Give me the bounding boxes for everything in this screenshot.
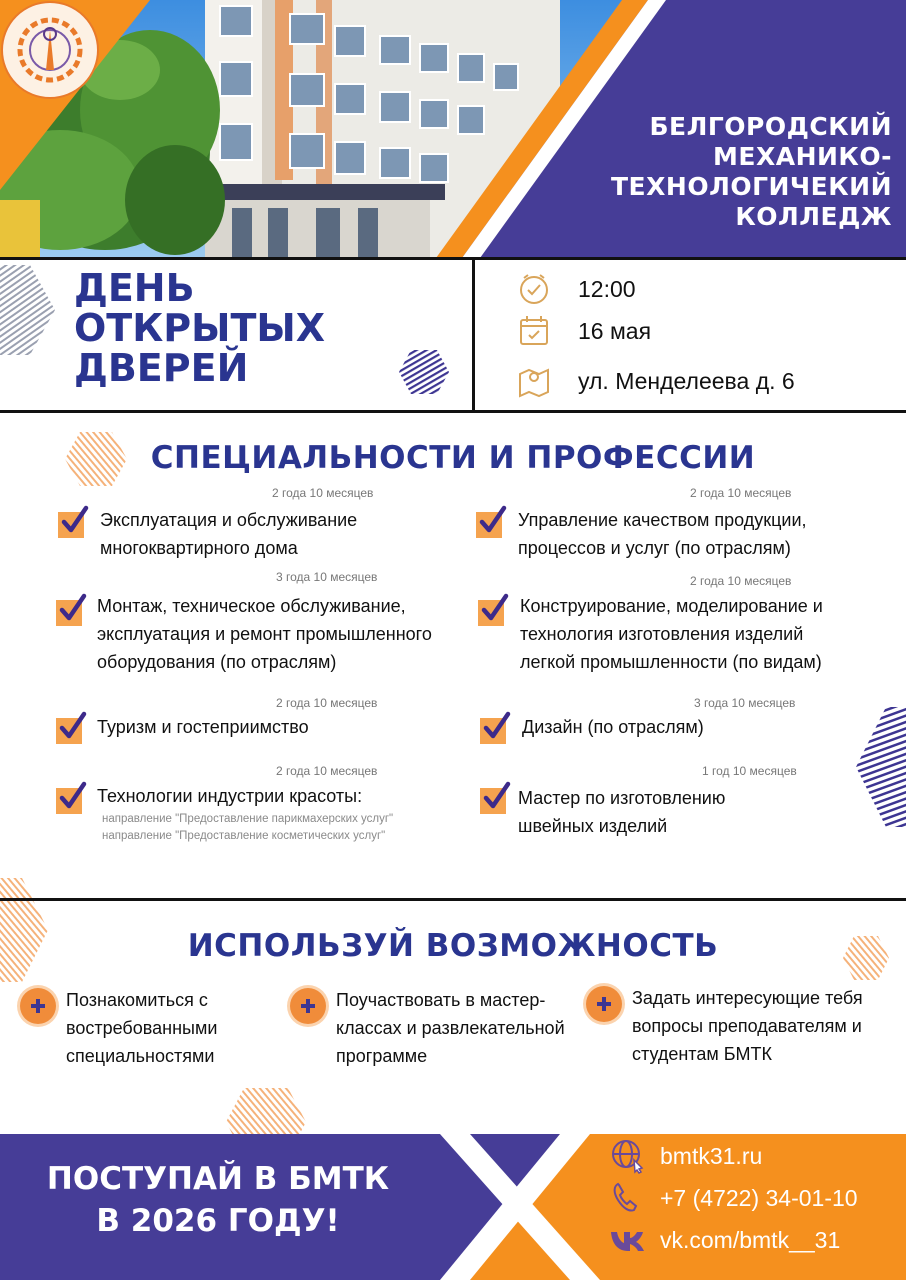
divider-line: [472, 257, 475, 413]
specialty-direction: направление "Предоставление парикмахерских услуг": [102, 813, 394, 825]
open-day-title-line: ДЕНЬ: [74, 266, 195, 310]
plus-icon: [586, 986, 622, 1022]
specialty-name: процессов и услуг (по отраслям): [518, 538, 791, 558]
checkmark-icon: [474, 592, 510, 628]
website-contact[interactable]: [608, 1138, 762, 1174]
opportunity-text-line: востребованными: [66, 1018, 218, 1038]
event-address-text: ул. Менделеева д. 6: [578, 367, 795, 394]
plus-icon: [20, 988, 56, 1024]
map-pin-icon: [516, 364, 552, 398]
opportunity-text: [336, 986, 565, 1070]
open-day-title: [74, 268, 404, 388]
opportunity-text-line: специальностями: [66, 1046, 215, 1066]
college-logo: [0, 0, 100, 100]
college-name-line: БЕЛГОРОДСКИЙ: [649, 112, 892, 141]
specialty-name: Дизайн (по отраслям): [522, 717, 704, 737]
calendar-icon: [516, 314, 552, 348]
slogan-line: ПОСТУПАЙ В БМТК: [46, 1161, 390, 1197]
clock-icon: [516, 272, 552, 306]
phone-contact[interactable]: [608, 1180, 858, 1216]
hexagon-decoration: [0, 250, 70, 370]
opportunity-text-line: Поучаствовать в мастер-: [336, 990, 546, 1010]
vk-icon: [608, 1222, 648, 1258]
specialty-duration: 2 года 10 месяцев: [276, 696, 378, 710]
specialty-name: Туризм и гостеприимство: [97, 717, 309, 737]
opportunity-text-line: классах и развлекательной: [336, 1018, 565, 1038]
slogan-line: В 2026 ГОДУ!: [96, 1203, 340, 1239]
specialty-name: оборудования (по отраслям): [97, 652, 337, 672]
event-date: [516, 314, 651, 348]
specialties-title: СПЕЦИАЛЬНОСТИ И ПРОФЕССИИ: [150, 440, 756, 476]
divider-line: [0, 410, 906, 413]
opportunity-text-line: Познакомиться с: [66, 990, 208, 1010]
specialty-name: эксплуатация и ремонт промышленного: [97, 624, 432, 644]
checkmark-icon: [476, 710, 512, 746]
specialty-duration: 2 года 10 месяцев: [690, 486, 792, 500]
college-name-line: КОЛЛЕДЖ: [735, 202, 892, 231]
event-address: [516, 364, 795, 398]
specialty-duration: 2 года 10 месяцев: [272, 486, 374, 500]
hexagon-decoration: [852, 702, 906, 832]
college-name: [552, 112, 892, 232]
specialty-name: Конструирование, моделирование и: [520, 596, 823, 616]
event-time: [516, 272, 636, 306]
opportunity-text-line: студентам БМТК: [632, 1044, 773, 1064]
specialty-duration: 3 года 10 месяцев: [276, 570, 378, 584]
college-name-line: МЕХАНИКО-: [713, 142, 892, 171]
specialty-name: Мастер по изготовлению: [518, 788, 726, 808]
specialty-duration: 2 года 10 месяцев: [690, 574, 792, 588]
checkmark-icon: [476, 780, 512, 816]
specialty-name: Технологии индустрии красоты:: [97, 786, 363, 806]
specialty-name: Управление качеством продукции,: [518, 510, 807, 530]
college-name-line: ТЕХНОЛОГИЧЕКИЙ: [610, 172, 892, 201]
divider-line: [0, 257, 906, 260]
slogan: [18, 1158, 418, 1242]
phone-icon: [608, 1180, 648, 1216]
checkmark-icon: [52, 592, 88, 628]
specialty-name: Эксплуатация и обслуживание: [100, 510, 358, 530]
specialty-name: многоквартирного дома: [100, 538, 298, 558]
event-date-text: 16 мая: [578, 317, 652, 344]
open-day-title-line: ОТКРЫТЫХ: [74, 306, 326, 350]
checkmark-icon: [52, 780, 88, 816]
globe-icon: [608, 1138, 648, 1174]
specialty-name: легкой промышленности (по видам): [520, 652, 822, 672]
specialty-direction: направление "Предоставление косметических услуг": [102, 830, 386, 842]
opportunity-text: [632, 984, 863, 1068]
opportunity-text: [66, 986, 217, 1070]
vk-contact[interactable]: [608, 1222, 840, 1258]
checkmark-icon: [472, 504, 508, 540]
specialty-duration: 2 года 10 месяцев: [276, 764, 378, 778]
open-day-title-line: ДВЕРЕЙ: [74, 346, 249, 390]
specialty-duration: 1 год 10 месяцев: [702, 764, 797, 778]
opportunity-text-line: Задать интересующие тебя: [632, 988, 863, 1008]
specialty-name: Монтаж, техническое обслуживание,: [97, 596, 406, 616]
specialty-name: технология изготовления изделий: [520, 624, 804, 644]
divider-line: [0, 898, 906, 901]
phone-number[interactable]: +7 (4722) 34-01-10: [660, 1184, 858, 1211]
checkmark-icon: [54, 504, 90, 540]
specialty-duration: 3 года 10 месяцев: [694, 696, 796, 710]
website-link[interactable]: bmtk31.ru: [660, 1142, 763, 1169]
header-banner: [0, 0, 906, 258]
opportunity-text-line: вопросы преподавателям и: [632, 1016, 862, 1036]
event-time-text: 12:00: [578, 275, 636, 302]
hexagon-decoration: [398, 348, 450, 396]
specialty-name: швейных изделий: [518, 816, 668, 836]
plus-icon: [290, 988, 326, 1024]
checkmark-icon: [52, 710, 88, 746]
opportunity-text-line: программе: [336, 1046, 428, 1066]
opportunities-title: ИСПОЛЬЗУЙ ВОЗМОЖНОСТЬ: [187, 928, 719, 964]
vk-link[interactable]: vk.com/bmtk__31: [660, 1226, 841, 1253]
